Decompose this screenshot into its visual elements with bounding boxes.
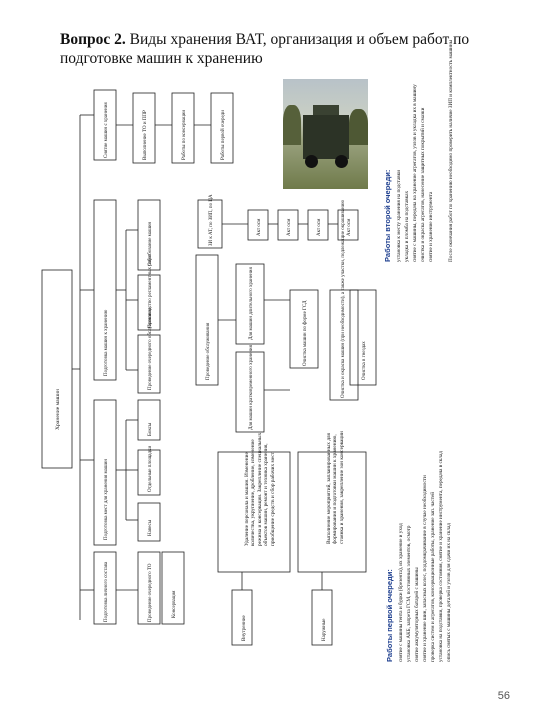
personnel-child-label-1: Проведение очередного ТО (148, 563, 153, 622)
second-queue-item-2: укладка и пломба на подставках (404, 190, 410, 262)
short-storage-label: Для машин кратковременного хранения (249, 345, 254, 430)
check-label-1: Акт осм (257, 218, 262, 236)
op-label-3: Очистка в гнездах (362, 341, 367, 380)
place-child-label-2: Отдельные площадки (148, 445, 153, 492)
page-title-bold: Вопрос 2. (60, 31, 126, 48)
first-queue-item-4: снятие и хранение шин, запасных колес, поддомкрачивание в случае необходимости (422, 475, 428, 662)
personnel-child-label-2: Консервация (172, 590, 177, 618)
page-number: 56 (497, 690, 510, 702)
group-place-label: Подготовка мест для хранения машин (104, 459, 109, 540)
check-label-2: Акт осм (287, 218, 292, 236)
first-queue-item-6: установка на подставки, проверка состояния, снятие и хранение инструмента, передача в склад (438, 451, 444, 662)
op-label-1: Очистка машин по форме ГСД (303, 300, 308, 366)
group-personnel-label: Подготовка личного состава (104, 561, 109, 622)
check-label-3: Акт осм (317, 218, 322, 236)
first-queue-item-7: опись снятых с машины деталей и узлов для сдачи их на склад (446, 523, 452, 662)
first-queue-item-5: проверка систем и агрегатов, консервационные работы, хранение зап. частей (430, 491, 436, 662)
first-queue-item-3: снятие аккумуляторных батарей с машины (414, 567, 420, 662)
service-label: Проведение обслуживания (206, 322, 211, 380)
internal-label: Внутренние (242, 615, 247, 641)
check-label-4: Акт осм (347, 218, 352, 236)
second-queue-item-5: снятие и хранение инструмента (428, 191, 434, 262)
second-queue-item-4: очистка и окраска агрегатов, нанесение защитных покрытий и смазки (420, 107, 426, 262)
page-title-text: Виды хранения ВАТ, организация и объем работ по подготовке машин к хранению (60, 31, 470, 67)
long-list-text: Удаление персонала и машин. Изменение количества, укрупнение, дробление, изменение режима и консервации. Закрепление специальных объектов машин, ремонт и техника хранения, приобщение средств и сбор рабочих мест (244, 432, 276, 546)
short-list-fo (324, 426, 392, 546)
top-label-1: Снятие машин с хранения (104, 102, 109, 158)
place-child-label-3: Навесы (148, 519, 153, 536)
group-prep-label: Подготовка машин к хранению (104, 309, 109, 376)
prep-child-label-1: Проведение очередного обслуживания (148, 307, 153, 390)
op-label-2: Очистка и окраска машин (при необходимости), а также участки, подлежащие окрашиванию (341, 199, 346, 398)
root-box (42, 270, 72, 468)
second-queue-footer: После окончания работ по хранению необходимо проверить наличие ЗИП и комплектность машины (448, 39, 454, 262)
first-queue-item-1: снятие с машины тента и будки (брезента), их хранение и уход (398, 523, 404, 662)
second-queue-item-3: снятие с машины, передача на хранение агрегатов, узлов и укладка их в машину (412, 84, 418, 262)
prep-child-label-3: Опробование машин (148, 221, 153, 266)
long-storage-label: Для машин длительного хранения (249, 267, 254, 340)
top-label-4: Работы первой очереди (221, 110, 226, 160)
first-queue-item-2: установка АКБ, запрета ГСМ, постоянных элементов, осмотр (406, 525, 412, 662)
short-list-text: Выполнение мероприятий, запланированных для формирования и подготовки машин к хранению, стоянка и хранения, закрепление зон консервации (326, 431, 345, 544)
root-label: Хранение машин (55, 389, 61, 430)
second-queue-title: Работы второй очереди: (383, 169, 392, 262)
prep-child-label-2: Производство регламентных работ (148, 253, 153, 328)
second-queue-item-1: установка к месту хранения на подставки (396, 169, 402, 262)
top-label-3: Работы по консервации (182, 109, 187, 160)
external-label: Наружные (322, 618, 327, 641)
place-child-label-1: Боксы (148, 422, 153, 436)
long-list-fo (242, 428, 314, 548)
zip-label: ЗИ к АТ, по ЗИП, по ЦА (209, 194, 214, 246)
first-queue-title: Работы первой очереди: (385, 569, 394, 662)
top-label-2: Выполнение ТО и ППР (143, 110, 148, 160)
